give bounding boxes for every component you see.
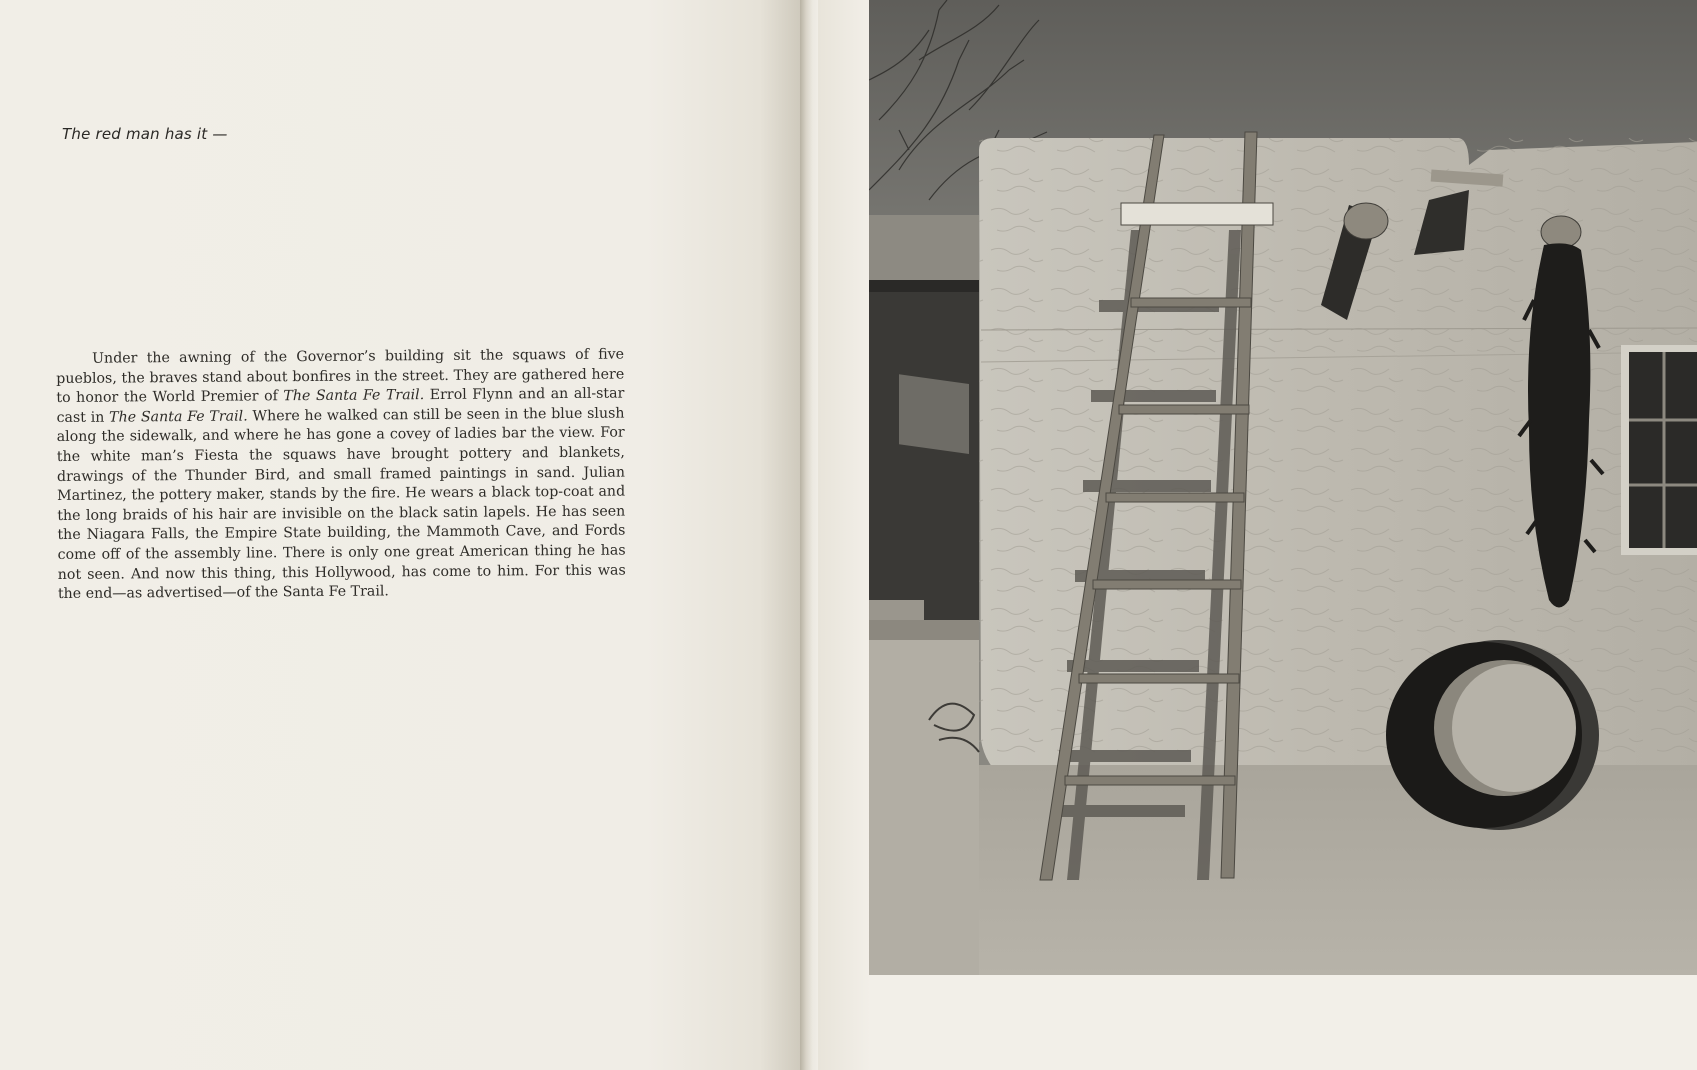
film-title-1: The Santa Fe Trail. <box>283 387 425 405</box>
window-icon <box>1621 345 1697 555</box>
book-gutter <box>800 0 818 1070</box>
left-page <box>0 0 808 1070</box>
paragraph-text-1: Under the awning of the Governor’s building sit the squaws of five pueblos, the braves stand about bonfires in the street. They are gathered here to honor the World Premier of <box>56 346 625 407</box>
adobe-ladder-photo <box>869 0 1697 975</box>
film-title-2: The Santa Fe Trail. <box>109 408 248 426</box>
paragraph-text-3: Where he walked can still be seen in the blue slush along the sidewalk, and where he has gone a covey of ladies bar the view. For the white man’s Fiesta the squaws have brought pottery and blankets, drawings of the Thunder Bird, and small framed paintings in sand. Julian Martinez, the pottery maker, stands by the fire. He wears a black top-coat and the long braids of his hair are invisible on the black satin lapels. He has seen the Niagara Falls, the Empire State building, the Mammoth Cave, and Fords come off of the assembly line. There is only one great American thing he has not seen. And now this thing, this Hollywood, has come to him. For this was the end—as advertised—of the Santa Fe Trail. <box>56 405 626 603</box>
tire-icon <box>1386 640 1599 830</box>
body-paragraph <box>56 346 626 605</box>
paragraph-text-2: Errol Flynn and an all-star cast in <box>56 385 625 426</box>
page-caption: The red man has it — <box>62 125 228 143</box>
